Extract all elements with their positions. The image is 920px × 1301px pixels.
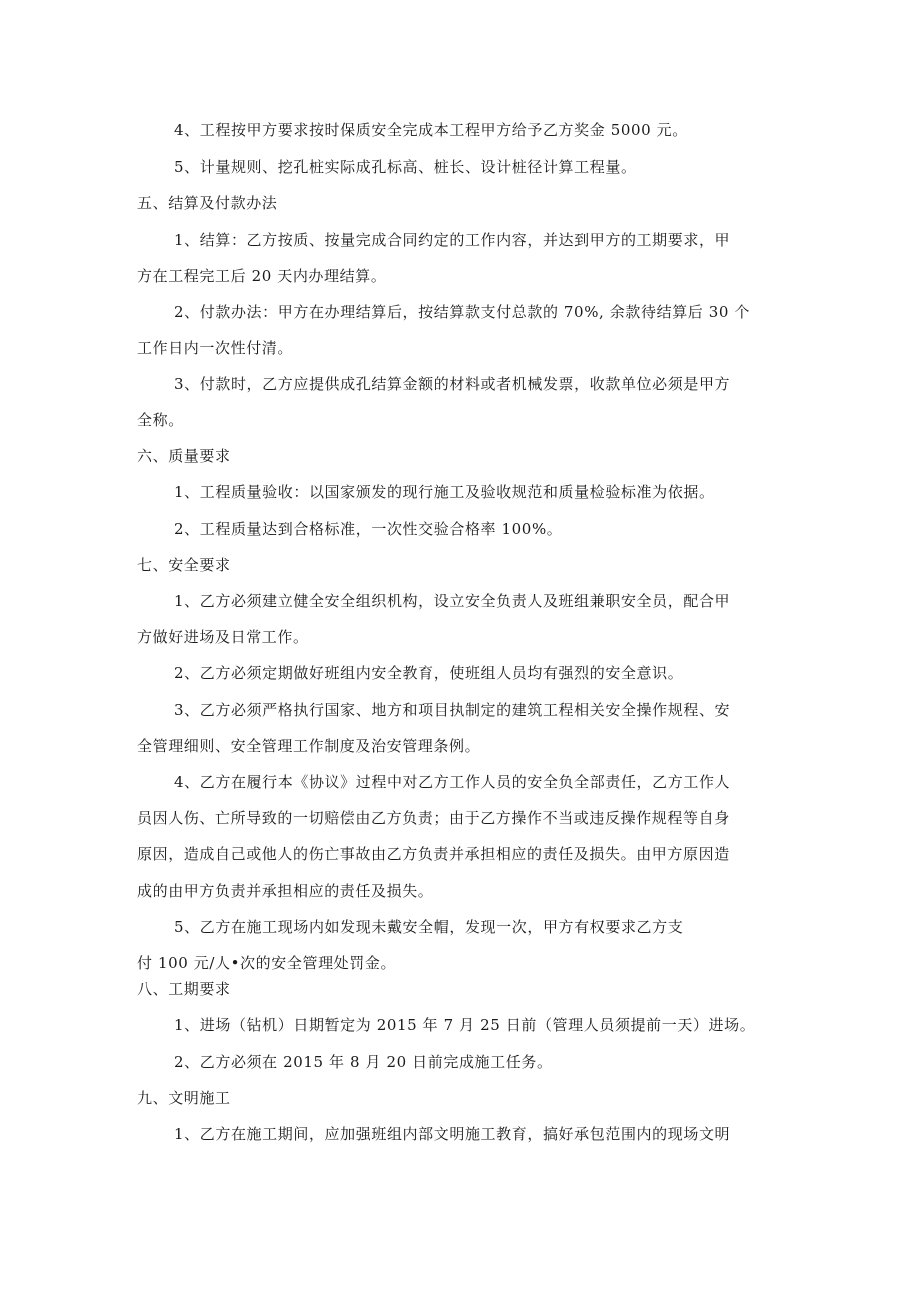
section-heading: 九、文明施工 xyxy=(137,1089,231,1107)
paragraph-line: 2、工程质量达到合格标准，一次性交验合格率 100%。 xyxy=(174,520,563,538)
paragraph-line: 2、付款办法：甲方在办理结算后，按结算款支付总款的 70%, 余款待结算后 30 个 xyxy=(174,303,751,321)
paragraph-line: 3、付款时，乙方应提供成孔结算金额的材料或者机械发票，收款单位必须是甲方 xyxy=(174,375,731,393)
paragraph-line: 全管理细则、安全管理工作制度及治安管理条例。 xyxy=(137,737,481,755)
paragraph-line: 工作日内一次性付清。 xyxy=(137,339,294,357)
paragraph-line: 2、乙方必须定期做好班组内安全教育，使班组人员均有强烈的安全意识。 xyxy=(174,664,684,682)
paragraph-line: 5、乙方在施工现场内如发现未戴安全帽，发现一次，甲方有权要求乙方支 xyxy=(174,918,684,936)
paragraph-line: 全称。 xyxy=(137,411,184,429)
paragraph-line: 5、计量规则、挖孔桩实际成孔标高、桩长、设计桩径计算工程量。 xyxy=(174,158,637,176)
paragraph-line: 4、工程按甲方要求按时保质安全完成本工程甲方给予乙方奖金 5000 元。 xyxy=(174,121,688,139)
paragraph-line: 方在工程完工后 20 天内办理结算。 xyxy=(137,267,387,285)
section-heading: 六、质量要求 xyxy=(137,447,231,465)
section-heading: 八、工期要求 xyxy=(137,980,231,998)
paragraph-line: 方做好进场及日常工作。 xyxy=(137,628,309,646)
section-heading: 五、结算及付款办法 xyxy=(137,194,278,212)
paragraph-line: 3、乙方必须严格执行国家、地方和项目执制定的建筑工程相关安全操作规程、安 xyxy=(174,701,731,719)
paragraph-line: 2、乙方必须在 2015 年 8 月 20 日前完成施工任务。 xyxy=(174,1053,553,1071)
paragraph-line: 4、乙方在履行本《协议》过程中对乙方工作人员的安全负全部责任，乙方工作人 xyxy=(174,773,731,791)
paragraph-line: 1、结算：乙方按质、按量完成合同约定的工作内容，并达到甲方的工期要求，甲 xyxy=(174,231,731,249)
paragraph-line: 1、乙方在施工期间，应加强班组内部文明施工教育，搞好承包范围内的现场文明 xyxy=(174,1125,731,1143)
paragraph-line: 1、工程质量验收：以国家颁发的现行施工及验收规范和质量检验标准为依据。 xyxy=(174,483,715,501)
paragraph-line: 原因，造成自己或他人的伤亡事故由乙方负责并承担相应的责任及损失。由甲方原因造 xyxy=(137,845,730,863)
paragraph-line: 1、乙方必须建立健全安全组织机构，设立安全负责人及班组兼职安全员，配合甲 xyxy=(174,592,731,610)
paragraph-line: 付 100 元/人•次的安全管理处罚金。 xyxy=(137,954,397,972)
paragraph-line: 1、进场（钻机）日期暂定为 2015 年 7 月 25 日前（管理人员须提前一天）进场。 xyxy=(174,1016,756,1034)
paragraph-line: 员因人伤、亡所导致的一切赔偿由乙方负责；由于乙方操作不当或违反操作规程等自身 xyxy=(137,809,730,827)
paragraph-line: 成的由甲方负责并承担相应的责任及损失。 xyxy=(137,882,434,900)
section-heading: 七、安全要求 xyxy=(137,556,231,574)
